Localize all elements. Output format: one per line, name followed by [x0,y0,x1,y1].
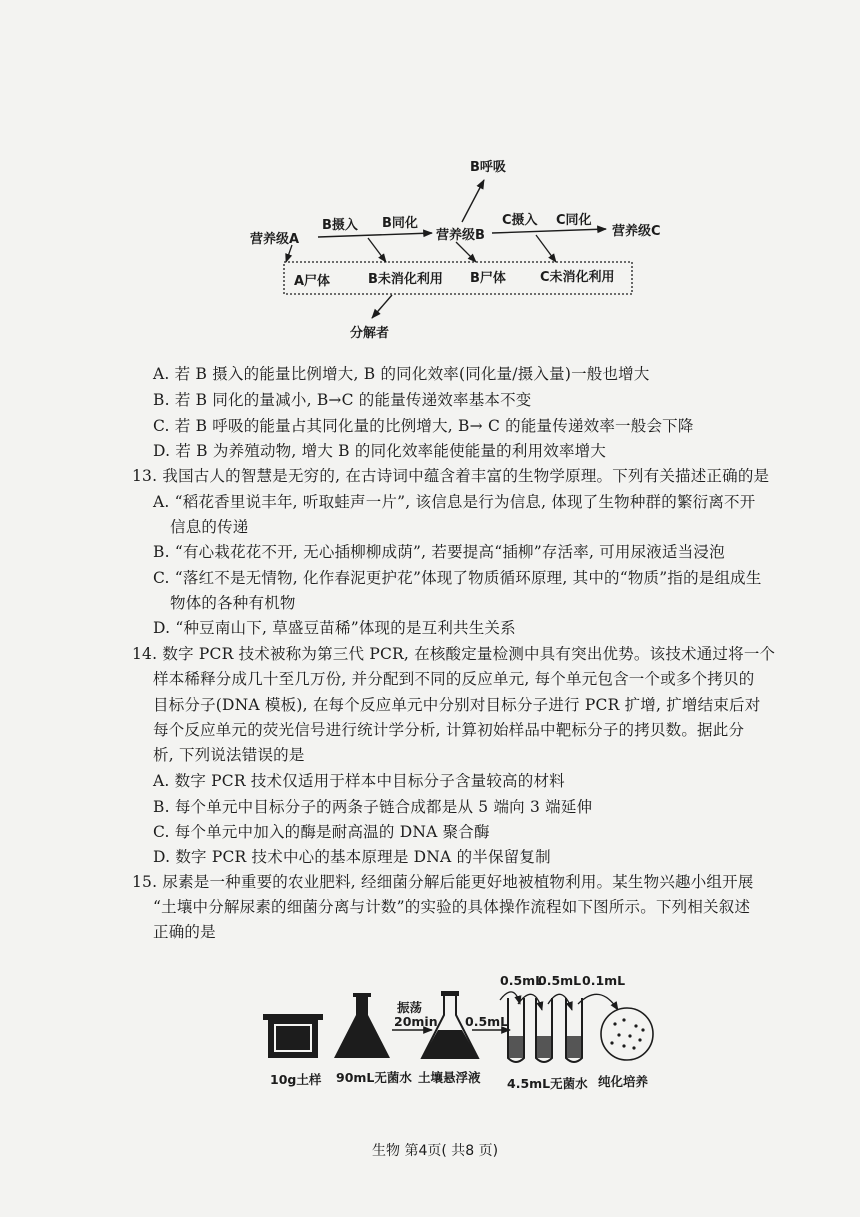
label-tube-water: 4.5mL无菌水 [507,1076,588,1091]
q13-option-c-cont: 物体的各种有机物 [170,594,296,612]
q14-option-d: D. 数字 PCR 技术中心的基本原理是 DNA 的半保留复制 [153,848,551,866]
q13-stem: 13. 我国古人的智慧是无穷的, 在古诗词中蕴含着丰富的生物学原理。下列有关描述正确的是 [132,467,770,485]
q13-option-c: C. “落红不是无情物, 化作春泥更护花”体现了物质循环原理, 其中的“物质”指的是组成生 [153,569,762,587]
label-b-intake: B摄入 [322,218,358,233]
label-level-b: 营养级B [436,228,485,243]
label-c-assimilation: C同化 [556,213,592,228]
q13-option-a-cont: 信息的传递 [170,518,249,536]
label-shake-time: 20min [394,1014,438,1029]
q14-stem-line-3: 目标分子(DNA 模板), 在每个反应单元中分别对目标分子进行 PCR 扩增, 扩增结束后对 [153,696,761,714]
label-volume-3: 0.5mL [465,1014,509,1029]
arrow-c-undigested [536,235,556,262]
q12-option-d: D. 若 B 为养殖动物, 增大 B 的同化效率能使能量的利用效率增大 [153,442,607,460]
q12-option-a: A. 若 B 摄入的能量比例增大, B 的同化效率(同化量/摄入量)一般也增大 [153,365,650,383]
arrow-a-corpse [286,245,292,262]
q12-option-c: C. 若 B 呼吸的能量占其同化量的比例增大, B→ C 的能量传递效率一般会下降 [153,417,694,435]
arrow-b-undigested [368,238,386,262]
tube-3-icon [566,998,582,1062]
label-b-undigested: B未消化利用 [368,272,443,287]
q14-option-b: B. 每个单元中目标分子的两条子链合成都是从 5 端向 3 端延伸 [153,798,593,816]
q14-stem-line-5: 析, 下列说法错误的是 [153,746,305,764]
arrow-b-respiration [462,180,484,222]
label-volume-4: 0.1mL [582,973,626,988]
label-soil-suspension: 土壤悬浮液 [418,1070,481,1085]
arrow-b-corpse [456,242,476,262]
label-decomposer: 分解者 [350,326,390,341]
q14-option-c: C. 每个单元中加入的酶是耐高温的 DNA 聚合酶 [153,823,490,841]
label-c-intake: C摄入 [502,213,538,228]
q15-stem-line-1: 15. 尿素是一种重要的农业肥料, 经细菌分解后能更好地被植物利用。某生物兴趣小组开展 [132,873,754,891]
label-a-corpse: A尸体 [294,274,331,289]
q13-option-d: D. “种豆南山下, 草盛豆苗稀”体现的是互利共生关系 [153,619,516,637]
q15-stem-line-2: “土壤中分解尿素的细菌分离与计数”的实验的具体操作流程如下图所示。下列相关叙述 [153,898,751,916]
q13-option-a: A. “稻花香里说丰年, 听取蛙声一片”, 该信息是行为信息, 体现了生物种群的繁衍离不开 [153,493,756,511]
label-volume-2: 0.5mL [538,973,582,988]
arrow-dilution-1 [500,992,520,1004]
petri-dish-icon [601,1008,653,1060]
label-c-undigested: C未消化利用 [540,270,615,285]
q14-stem-line-1: 14. 数字 PCR 技术被称为第三代 PCR, 在核酸定量检测中具有突出优势。该技术通过将一个 [132,645,776,663]
q13-option-b: B. “有心栽花花不开, 无心插柳柳成荫”, 若要提高“插柳”存活率, 可用尿液适当浸泡 [153,543,725,561]
arrow-dilution-2 [518,994,542,1010]
label-b-respiration: B呼吸 [470,160,506,175]
label-b-assimilation: B同化 [382,216,418,231]
arrow-to-decomposer [372,295,392,318]
label-level-a: 营养级A [250,232,300,247]
label-shake: 振荡 [397,1000,423,1015]
arrow-to-plate [578,994,618,1010]
q15-stem-line-3: 正确的是 [153,923,216,941]
label-soil-sample: 10g土样 [270,1072,322,1087]
label-sterile-water: 90mL无菌水 [336,1070,412,1085]
tube-2-icon [536,998,552,1062]
q14-option-a: A. 数字 PCR 技术仅适用于样本中目标分子含量较高的材料 [153,772,565,790]
soil-container-icon [263,1014,323,1058]
flask-water-icon [334,993,390,1058]
q14-stem-line-2: 样本稀释分成几十至几万份, 并分配到不同的反应单元, 每个单元包含一个或多个拷贝的 [153,670,755,688]
label-level-c: 营养级C [612,224,661,239]
label-culture: 纯化培养 [598,1074,649,1089]
q14-stem-line-4: 每个反应单元的荧光信号进行统计学分析, 计算初始样品中靶标分子的拷贝数。据此分 [153,721,745,739]
tube-1-icon [508,998,524,1062]
arrow-b-to-c [492,229,606,233]
label-volume-1: 0.5mL [500,973,544,988]
page-footer: 生物 第4页( 共8 页) [372,1143,499,1159]
arrow-a-to-b [318,233,432,237]
q12-option-b: B. 若 B 同化的量减小, B→C 的能量传递效率基本不变 [153,391,532,409]
label-b-corpse: B尸体 [470,271,506,286]
